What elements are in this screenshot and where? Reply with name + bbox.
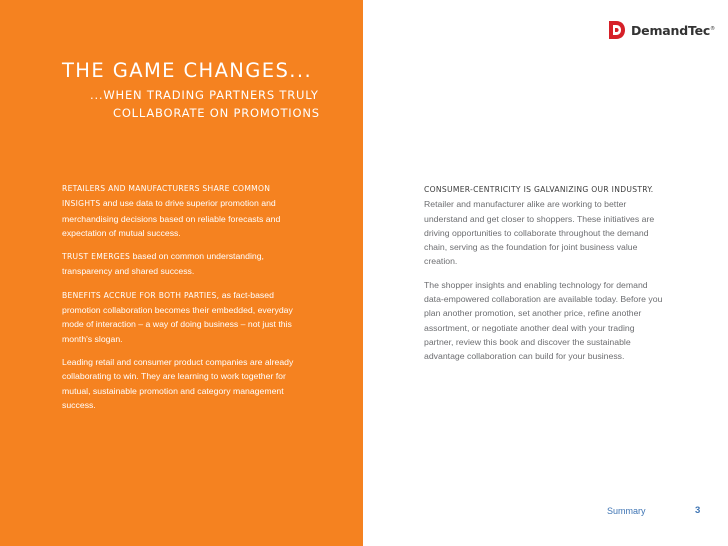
lead-in: RETAILERS AND MANUFACTURERS SHARE COMMON INSIGHTS [62,184,271,209]
lead-in: CONSUMER-CENTRICITY IS GALVANIZING OUR INDUSTRY. [424,185,654,194]
section-label-summary[interactable]: Summary [607,506,646,516]
lead-in: TRUST EMERGES [62,252,131,262]
demandtec-logo-icon [608,20,626,40]
paragraph-text: and use data to drive superior promotion and merchandising decisions based on reliable forecasts and expectation of mutual success. [62,198,281,238]
paragraph-text: based on common understanding, transparency and shared success. [62,251,264,277]
paragraph-text: Leading retail and consumer product companies are already collaborating to win. They are learning to work together for mutual, sustainable promotion and category management success. [62,356,294,410]
right-body-text [424,182,664,373]
paragraph-leading-companies [62,355,302,412]
paragraph-consumer-centricity [424,182,664,269]
paragraph-benefits [62,288,302,346]
orange-panel [0,0,363,546]
page-number: 3 [695,505,701,516]
paragraph-text: as fact-based promotion collaboration becomes their embedded, everyday mode of interaction – a way of doing business – not just this month's slogan. [62,289,293,344]
paragraph-text: The shopper insights and enabling technology for demand data-empowered collaboration are available today. Before you plan another promotion, set another price, refine another assortment, or negotiate another deal with your trading partner, review this book and discover the sustainable advantage collaboration can build for your business. [424,279,663,362]
brand-logo [608,19,715,41]
subtitle-line-1: ...WHEN TRADING PARTNERS TRULY [90,88,319,102]
paragraph-text: Retailer and manufacturer alike are working to better understand and get closer to shoppers. These initiatives are driving opportunities to collaborate throughout the demand chain, serving as the foundation for joint business value creation. [424,199,655,267]
left-body-text [62,181,302,421]
paragraph-common-insights [62,181,302,240]
trademark-symbol: ® [710,25,715,32]
subtitle-line-2: COLLABORATE ON PROMOTIONS [113,106,320,120]
page-title: THE GAME CHANGES... [62,59,313,82]
paragraph-trust [62,249,302,279]
lead-in: BENEFITS ACCRUE FOR BOTH PARTIES, [62,290,220,300]
brand-name: DemandTec® [631,22,715,38]
paragraph-shopper-insights [424,278,664,364]
